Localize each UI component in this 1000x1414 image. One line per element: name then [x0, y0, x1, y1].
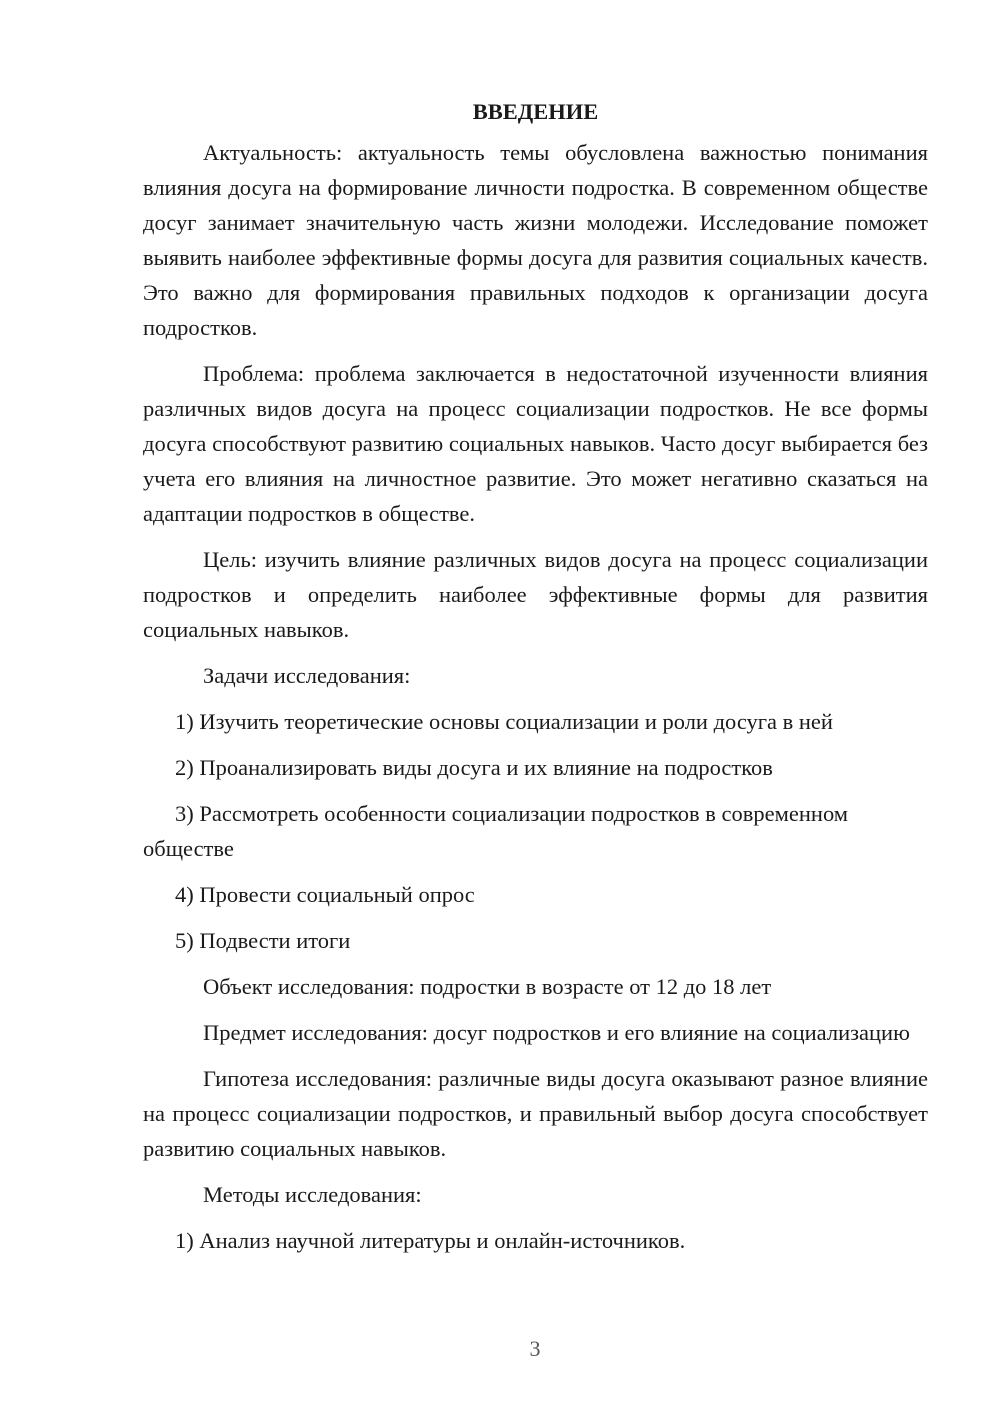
methods-heading: Методы исследования:: [203, 1182, 422, 1207]
method-item: 1) Анализ научной литературы и онлайн-источников.: [175, 1228, 686, 1253]
task-item: 2) Проанализировать виды досуга и их влияние на подростков: [175, 755, 773, 780]
goal-paragraph: Цель: изучить влияние различных видов досуга на процесс социализации подростков и определить наиболее эффективные формы для развития социальных навыков.: [143, 547, 928, 642]
task-item: 5) Подвести итоги: [175, 928, 351, 953]
hypothesis-paragraph: Гипотеза исследования: различные виды досуга оказывают разное влияние на процесс социализации подростков, и правильный выбор досуга способствует развитию социальных навыков.: [143, 1066, 928, 1161]
task-item: 1) Изучить теоретические основы социализации и роли досуга в ней: [175, 709, 833, 734]
tasks-heading: Задачи исследования:: [203, 663, 411, 688]
subject-paragraph: Предмет исследования: досуг подростков и его влияние на социализацию: [203, 1020, 910, 1045]
object-paragraph: Объект исследования: подростки в возрасте от 12 до 18 лет: [203, 974, 772, 999]
relevance-paragraph: Актуальность: актуальность темы обусловлена важностью понимания влияния досуга на формирование личности подростка. В современном обществе досуг занимает значительную часть жизни молодежи. Исследование поможет выявить наиболее эффективные формы досуга для развития социальных качеств. Это важно для формирования правильных подходов к организации досуга подростков.: [143, 140, 928, 340]
problem-paragraph: Проблема: проблема заключается в недостаточной изученности влияния различных видов досуга на процесс социализации подростков. Не все формы досуга способствуют развитию социальных навыков. Часто досуг выбирается без учета его влияния на личностное развитие. Это может негативно сказаться на адаптации подростков в обществе.: [143, 361, 928, 526]
task-item: 4) Провести социальный опрос: [175, 882, 475, 907]
page-number: 3: [529, 1336, 541, 1361]
task-item: 3) Рассмотреть особенности социализации подростков в современном обществе: [143, 801, 849, 861]
page-content: [143, 94, 928, 1269]
page-title: ВВЕДЕНИЕ: [472, 99, 599, 124]
